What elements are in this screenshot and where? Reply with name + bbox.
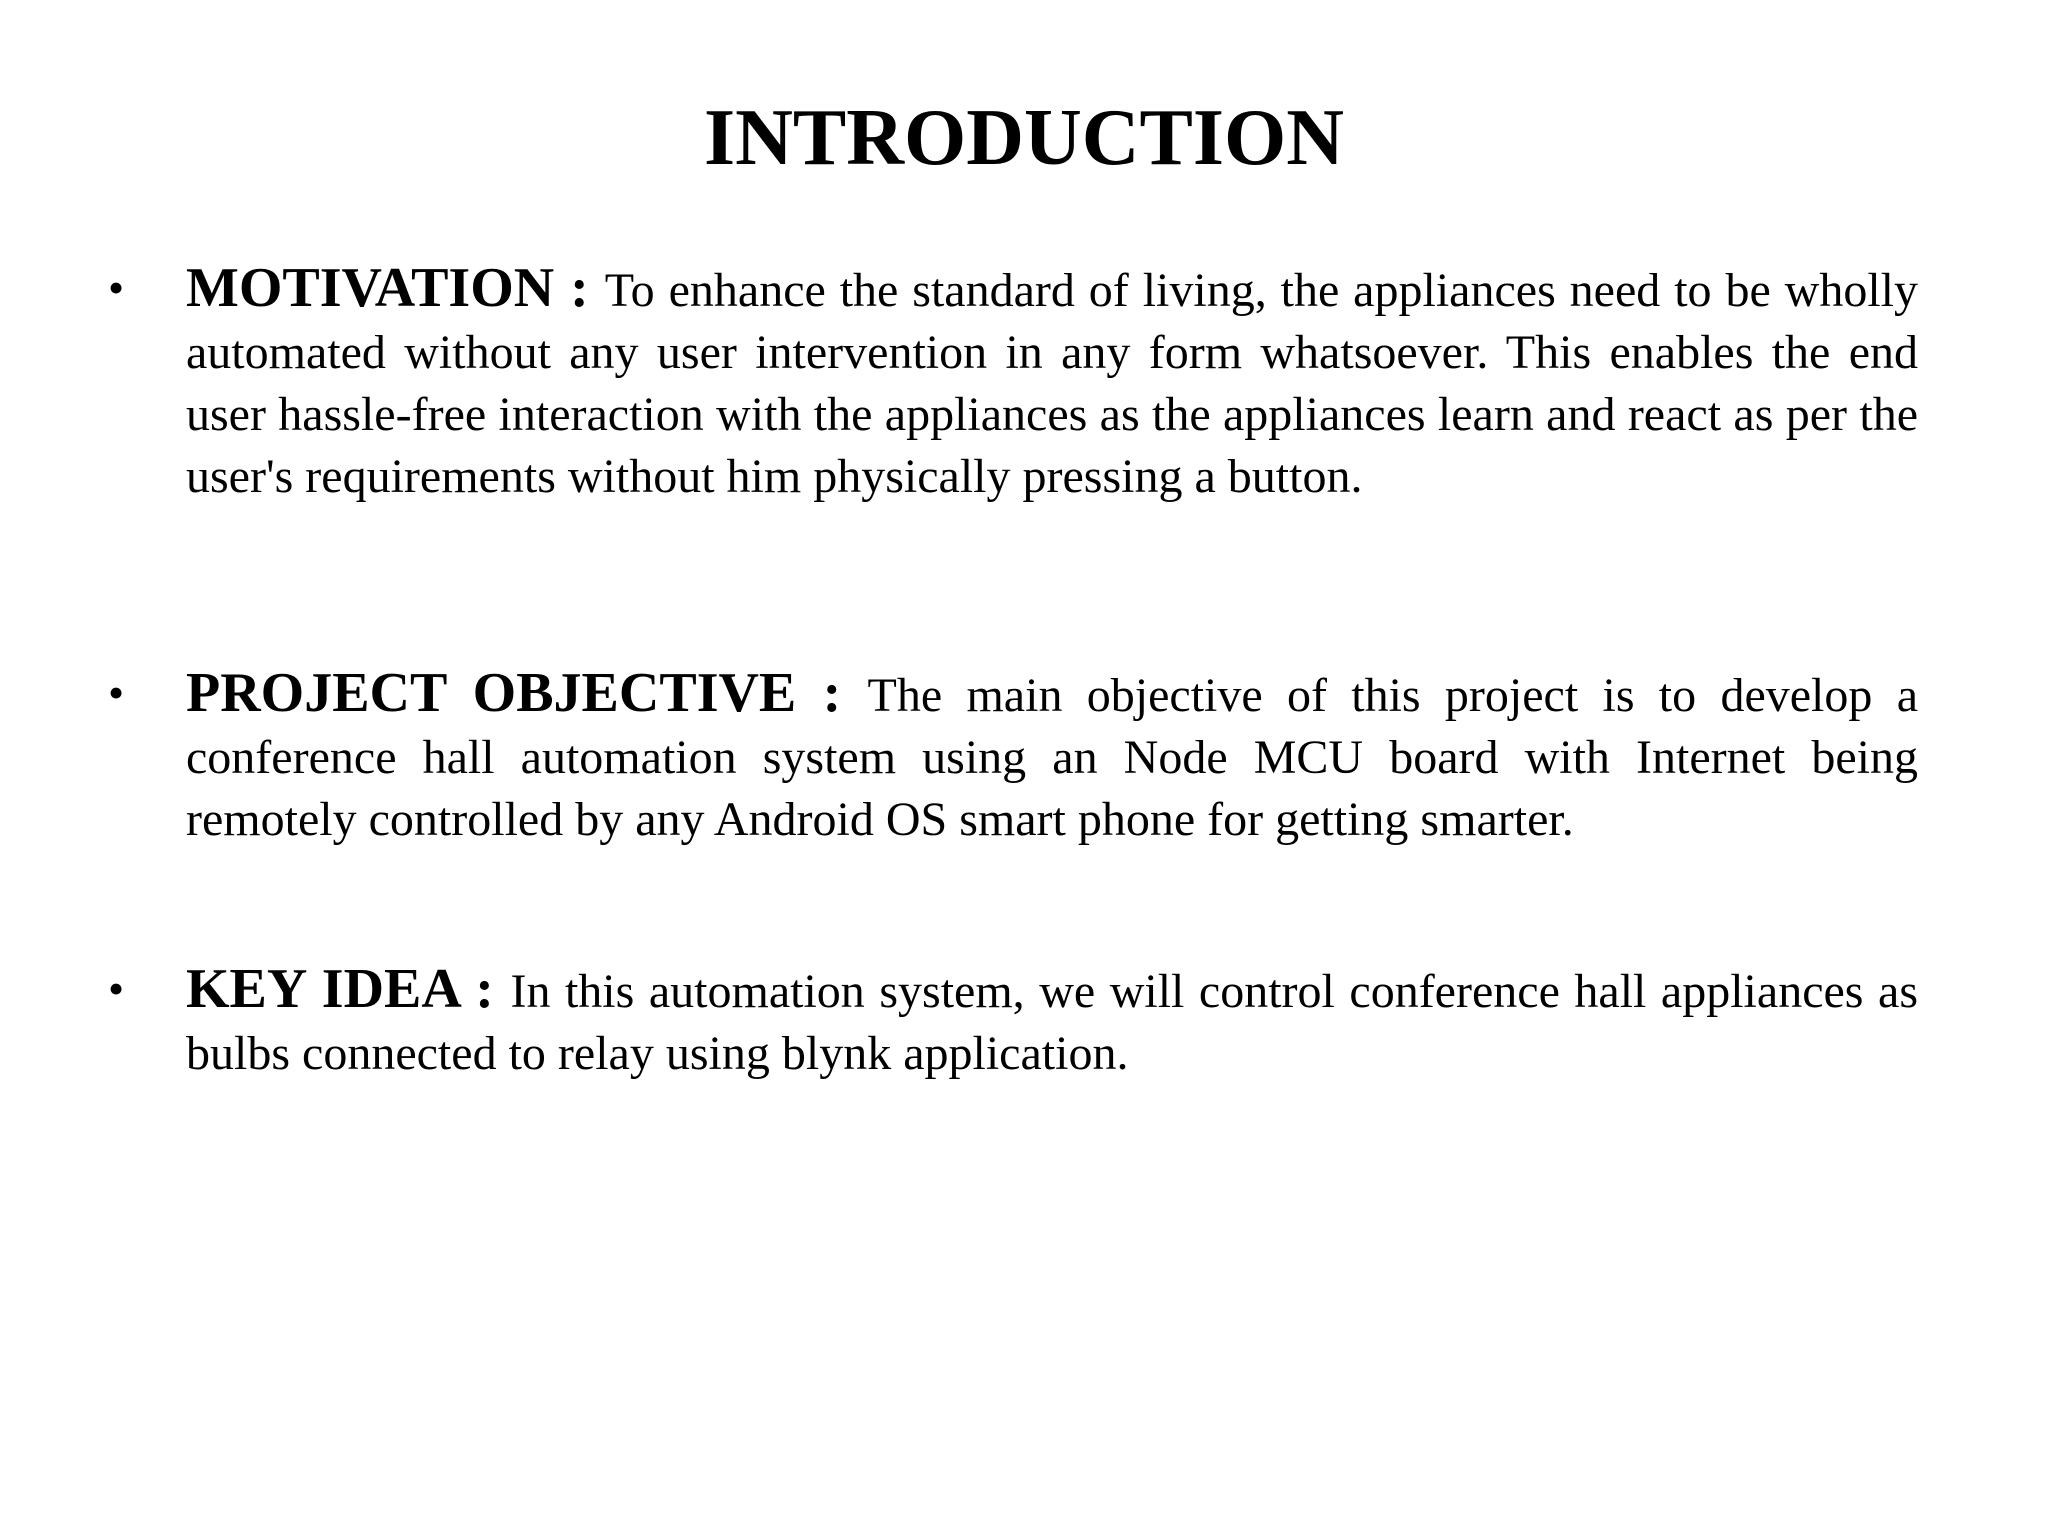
bullet-body-motivation: To enhance the standard of living, the appliances need to be wholly automated without any user intervention in any form whatsoever. This enables the end user hassle-free interaction with the appliances as the appliances learn and react as per the user's requirements without him physically pressing a button. <box>186 264 1919 503</box>
bullet-label-motivation: MOTIVATION : <box>186 257 605 319</box>
bullet-text-project-objective <box>186 662 1918 851</box>
bullet-body-key-idea: In this automation system, we will control conference hall appliances as bulbs connected to relay using blynk application. <box>186 965 1919 1080</box>
bullet-icon: • <box>108 667 125 718</box>
bullet-label-project-objective: PROJECT OBJECTIVE : <box>186 662 868 724</box>
slide-title: INTRODUCTION <box>703 94 1345 182</box>
bullet-body-project-objective: The main objective of this project is to develop a conference hall automation system using an Node MCU board with Internet being remotely controlled by any Android OS smart phone for getting smarter. <box>186 669 1918 846</box>
bullet-icon: • <box>108 262 125 313</box>
bullet-text-motivation <box>186 257 1918 508</box>
bullet-icon: • <box>108 963 125 1014</box>
bullet-text-key-idea <box>186 958 1918 1085</box>
bullet-label-key-idea: KEY IDEA : <box>186 958 511 1020</box>
